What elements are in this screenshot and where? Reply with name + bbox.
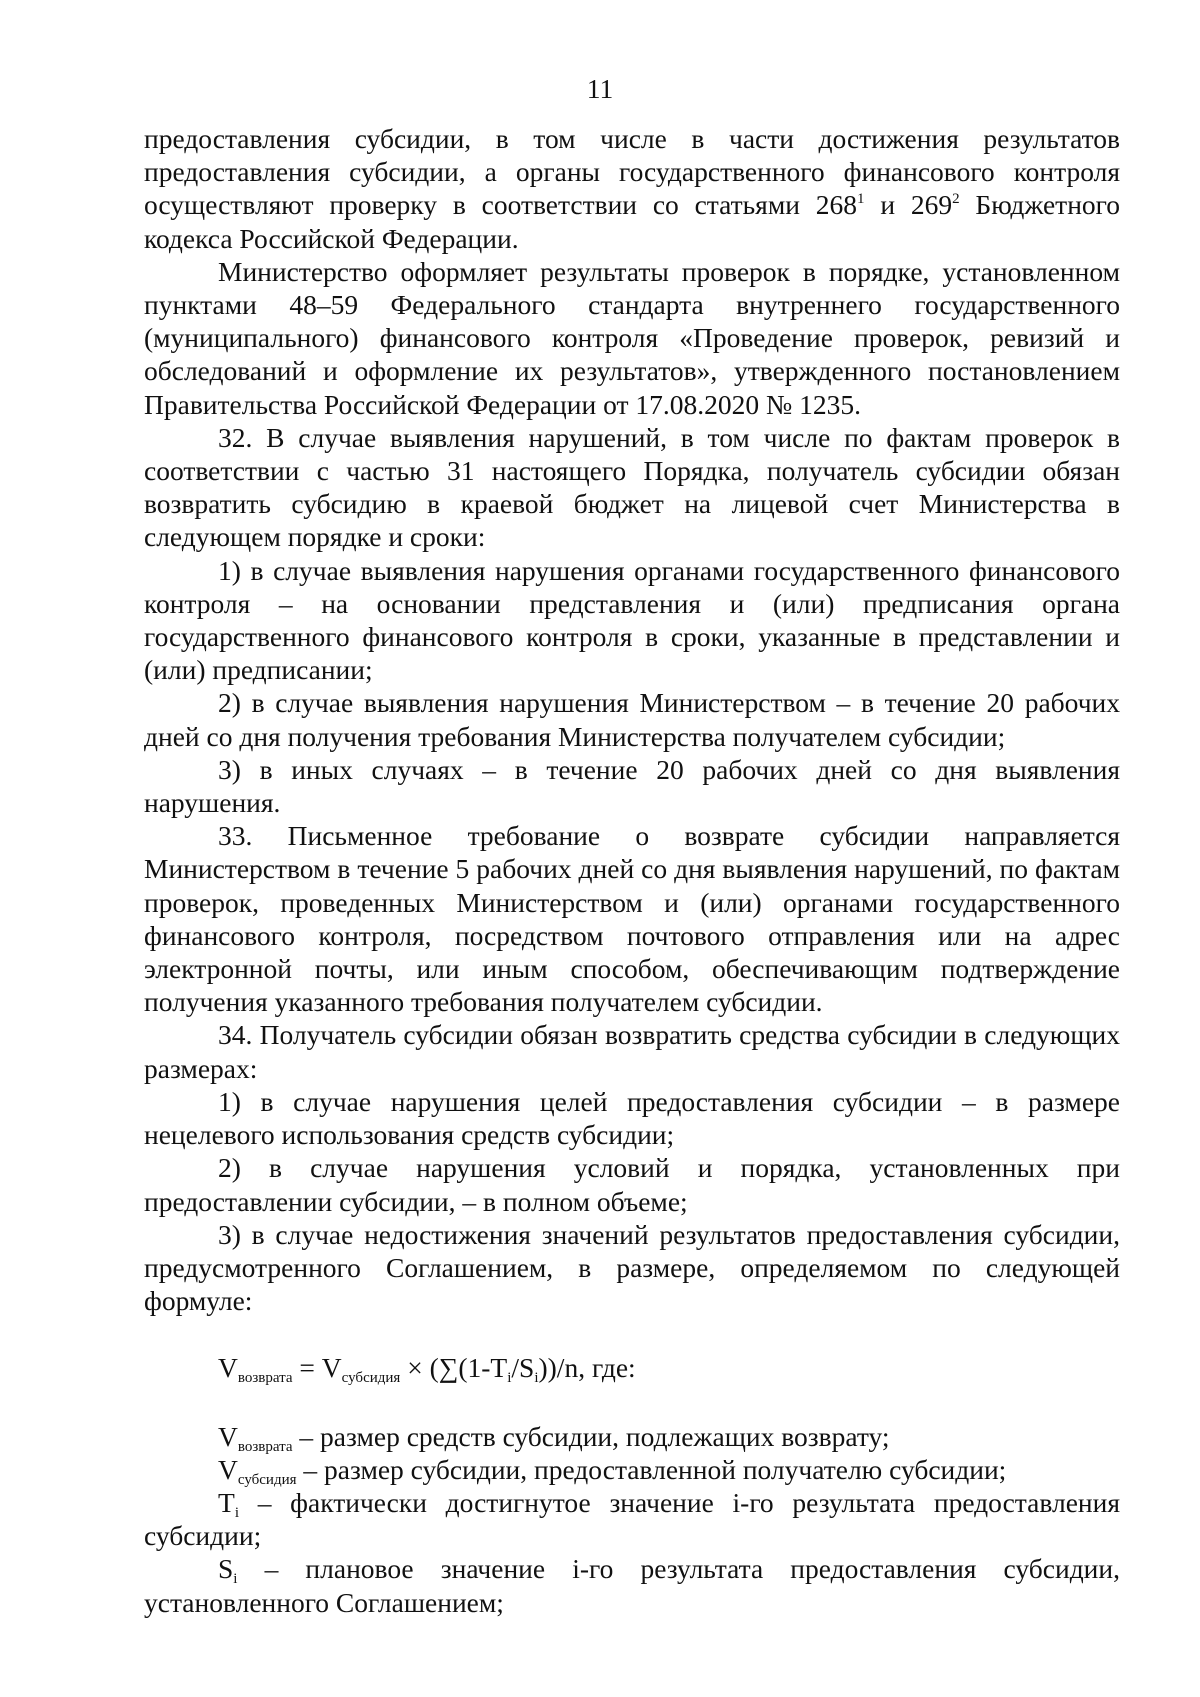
- paragraph-32-item-3: 3) в иных случаях – в течение 20 рабочих дней со дня выявления нарушения.: [144, 753, 1120, 819]
- return-formula: $V_{возврата} = V_{субсидия} \times (\sum(1-T_i/S_i))/n$, где:: [218, 1352, 636, 1387]
- paragraph-34-item-1: 1) в случае нарушения целей предоставления субсидии – в размере нецелевого использования средств субсидии;: [144, 1085, 1120, 1151]
- document-body: [144, 122, 1120, 1619]
- superscript: 1: [857, 191, 865, 208]
- paragraph-34-item-3: 3) в случае недостижения значений результатов предоставления субсидии, предусмотренного Соглашением, в размере, определяемом по следующей формуле:: [144, 1218, 1120, 1317]
- paragraph-34-item-2: 2) в случае нарушения условий и порядка, установленных при предоставлении субсидии, – в полном объеме;: [144, 1152, 1120, 1217]
- paragraph-32-item-1: 1) в случае выявления нарушения органами государственного финансового контроля – на основании представления и (или) предписания органа государственного финансового контроля в сроки, указанные в представлении и (или) предписании;: [144, 554, 1120, 686]
- paragraph-31-continuation: предоставления субсидии, в том числе в части достижения результатов предоставления субсидии, а органы государственного финансового контроля осуществляют проверку в соответствии со статьями $268^1$ и $269^2$ Бюджетного кодекса Российской Федерации.: [144, 123, 1121, 254]
- definition-v-subsidy: $V_{субсидия}$ – размер субсидии, предоставленной получателю субсидии;: [218, 1453, 1007, 1488]
- page-number: 11: [586, 73, 614, 104]
- paragraph-32-item-2: 2) в случае выявления нарушения Министерством – в течение 20 рабочих дней со дня получения требования Министерства получателем субсидии;: [144, 687, 1120, 752]
- paragraph-32: 32. В случае выявления нарушений, в том числе по фактам проверок в соответствии с частью 31 настоящего Порядка, получатель субсидии обязан возвратить субсидию в краевой бюджет на лицевой счет Министерства в следующем порядке и сроки:: [144, 421, 1120, 553]
- definition-v-return: $V_{возврата}$ – размер средств субсидии, подлежащих возврату;: [218, 1420, 890, 1455]
- paragraph-34: 34. Получатель субсидии обязан возвратить средства субсидии в следующих размерах:: [144, 1019, 1120, 1084]
- definition-s-i: $S_i$ – плановое значение i-го результата предоставления субсидии, установленного Соглашением;: [144, 1553, 1120, 1618]
- paragraph-ministry-checks: Министерство оформляет результаты проверок в порядке, установленном пунктами 48–59 Федерального стандарта внутреннего государственного (муниципального) финансового контроля «Проведение проверок, ревизий и обследований и оформление их результатов», утвержденного постановлением Правительства Российской Федерации от 17.08.2020 № 1235.: [144, 255, 1120, 420]
- superscript: 2: [952, 191, 960, 208]
- paragraph-33: 33. Письменное требование о возврате субсидии направляется Министерством в течение 5 рабочих дней со дня выявления нарушений, по фактам проверок, проведенных Министерством и (или) органами государственного финансового контроля, посредством почтового отправления или на адрес электронной почты, или иным способом, обеспечивающим подтверждение получения указанного требования получателем субсидии.: [144, 820, 1120, 1018]
- definition-t-i: $T_i$ – фактически достигнутое значение i-го результата предоставления субсидии;: [144, 1486, 1120, 1552]
